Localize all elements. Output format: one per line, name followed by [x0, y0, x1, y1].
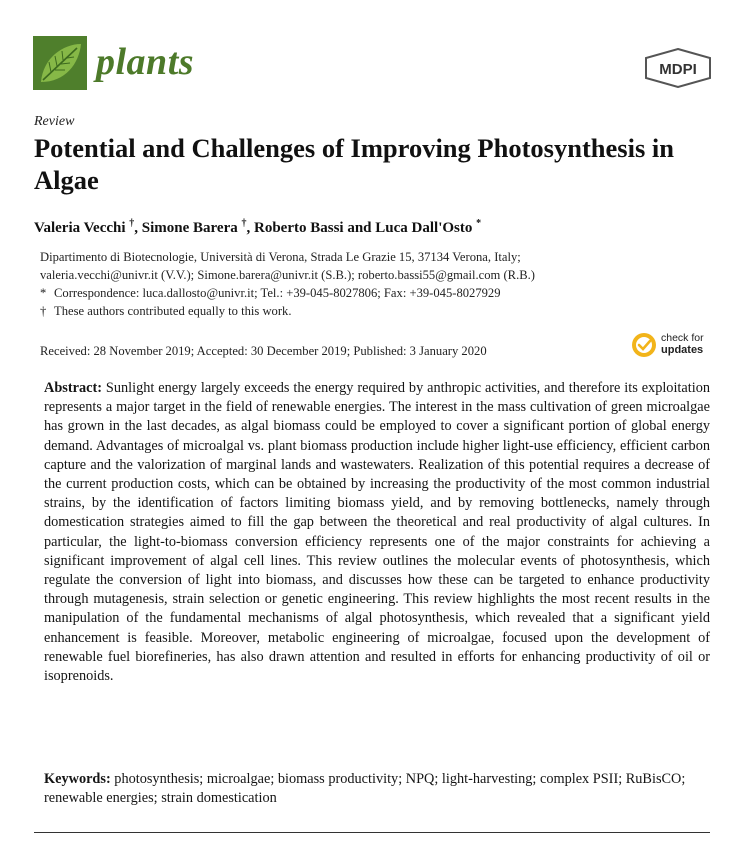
- affiliation: Dipartimento di Biotecnologie, Università di Verona, Strada Le Grazie 15, 37134 Verona, Italy;: [40, 250, 521, 264]
- article-type: Review: [34, 114, 75, 129]
- correspondence-mark: *: [40, 286, 47, 300]
- publication-dates: Received: 28 November 2019; Accepted: 30 December 2019; Published: 3 January 2020: [40, 344, 487, 358]
- correspondence-text: Correspondence: luca.dallosto@univr.it; Tel.: +39-045-8027806; Fax: +39-045-8027929: [54, 286, 501, 300]
- equal-contribution-note: [40, 304, 291, 319]
- author-list: [34, 218, 481, 237]
- journal-name: plants: [96, 41, 195, 83]
- author-separator: and: [343, 220, 376, 236]
- check-for-updates-line1: check for: [661, 332, 704, 344]
- abstract: [44, 379, 710, 686]
- equal-contribution-text: These authors contributed equally to this work.: [54, 304, 292, 318]
- correspondence: [40, 286, 501, 301]
- abstract-text: Sunlight energy largely exceeds the energy required by anthropic activities, and therefore its exploitation represents a major target in the field of renewable energies. The interest in the mass cultivation of green microalgae has grown in the last decades, as algal biomass could be employed to cover a significant portion of global energy demand. Advantages of microalgal vs. plant biomass production include higher light-use efficiency, efficient carbon capture and the valorization of marginal lands and wastewaters. Realization of this potential requires a decrease of the current production costs, which can be obtained by increasing the productivity of the most common industrial strains, by the identification of factors limiting biomass yield, and by removing bottlenecks, namely through domestication strategies aimed to fill the gap between the theoretical and real productivity of algal cultures. In particular, the light-to-biomass conversion efficiency represents one of the major constraints for achieving a significant improvement of algal cell lines. This review outlines the molecular events of photosynthesis, which regulate the conversion of light into biomass, and discusses how these can be targeted to enhance productivity through mutagenesis, strain selection or genetic engineering. This review highlights the most recent results in the manipulation of the fundamental mechanisms of algal photosynthesis, which revealed that a significant yield enhancement is feasible. Moreover, metabolic engineering of microalgae, focused upon the development of renewable fuel biorefineries, has also drawn attention and resulted in efforts for enhancing productivity of oil or isoprenoids.: [44, 380, 710, 685]
- equal-contribution-mark: †: [40, 304, 47, 318]
- author-name: Simone Barera: [141, 220, 238, 236]
- keywords: [44, 770, 714, 808]
- author-mark: *: [476, 218, 482, 229]
- author-mark: †: [129, 218, 135, 229]
- divider: [34, 832, 710, 833]
- mdpi-logo: [643, 48, 713, 88]
- paper-title: Potential and Challenges of Improving Photosynthesis in Algae: [34, 133, 675, 195]
- abstract-label: Abstract:: [44, 380, 102, 396]
- check-for-updates-line2: updates: [661, 344, 704, 356]
- check-icon: [631, 332, 657, 358]
- publisher-name: MDPI: [659, 61, 697, 78]
- leaf-icon: [33, 36, 87, 90]
- keywords-text: photosynthesis; microalgae; biomass productivity; NPQ; light-harvesting; complex PSII; RuBisCO; renewable energies; strain domestication: [44, 771, 686, 807]
- author-name: Valeria Vecchi: [34, 220, 126, 236]
- author-separator: ,: [246, 220, 254, 236]
- check-for-updates-badge[interactable]: [631, 330, 723, 360]
- author-emails: valeria.vecchi@univr.it (V.V.); Simone.barera@univr.it (S.B.); roberto.bassi55@gmail.com (R.B.): [40, 268, 535, 282]
- author-name: Roberto Bassi: [254, 220, 344, 236]
- author-name: Luca Dall'Osto: [375, 220, 473, 236]
- author-mark: †: [241, 218, 247, 229]
- keywords-label: Keywords:: [44, 771, 111, 787]
- author-separator: ,: [134, 220, 142, 236]
- check-for-updates-label: [661, 332, 704, 356]
